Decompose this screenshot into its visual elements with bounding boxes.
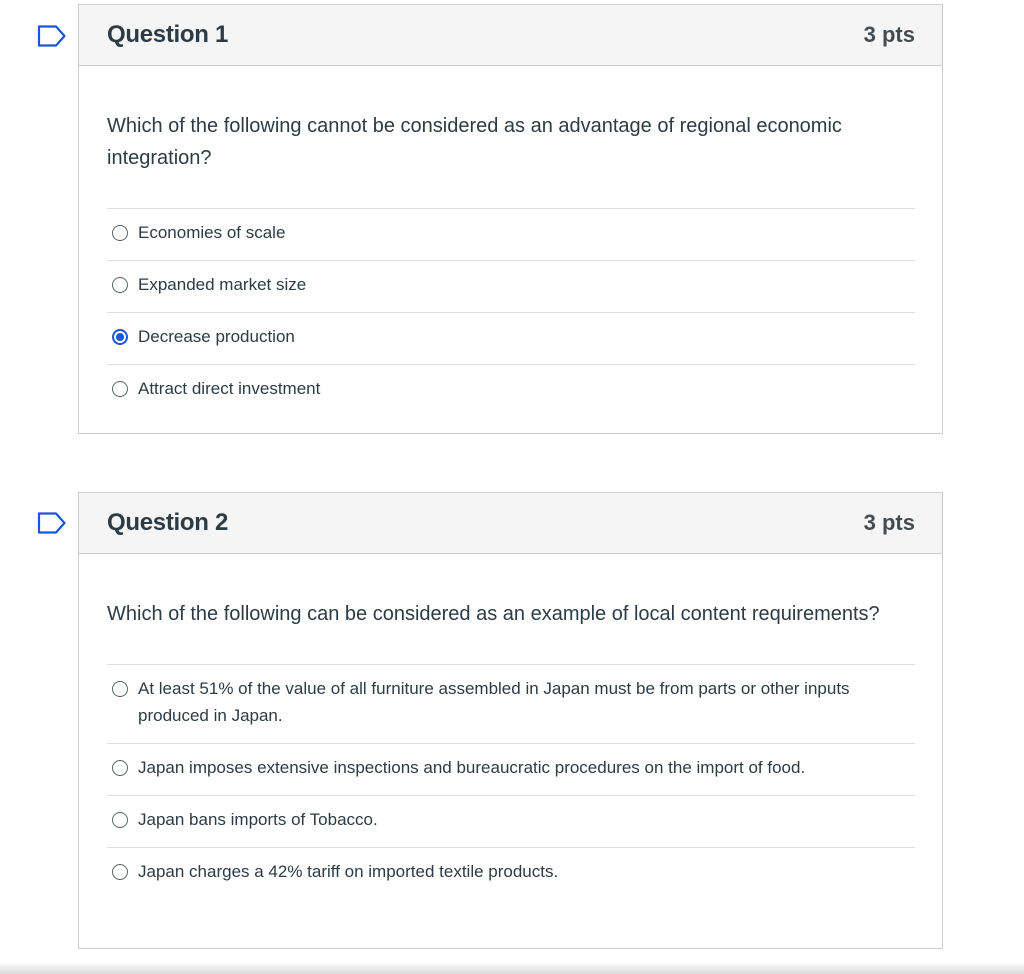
answer-option[interactable]: [107, 209, 915, 261]
answer-option[interactable]: [107, 261, 915, 313]
question-card-2: [78, 492, 943, 949]
question-text: Which of the following cannot be considered as an advantage of regional economic integration?: [107, 115, 842, 169]
answer-option-selected[interactable]: [107, 313, 915, 365]
answer-list: [107, 208, 915, 416]
answer-option[interactable]: [107, 744, 915, 796]
question-header: [79, 5, 942, 66]
answer-option[interactable]: [107, 796, 915, 848]
question-points: 3 pts: [863, 22, 915, 47]
radio-button-selected[interactable]: [112, 329, 128, 345]
answer-label[interactable]: At least 51% of the value of all furniture assembled in Japan must be from parts or other inputs produced in Japan.: [138, 679, 850, 725]
window-bottom-edge: [0, 962, 1024, 974]
radio-button[interactable]: [112, 864, 128, 880]
answer-list: [107, 664, 915, 899]
answer-label[interactable]: Decrease production: [138, 327, 295, 346]
radio-button[interactable]: [112, 381, 128, 397]
question-body: [79, 554, 942, 899]
radio-button[interactable]: [112, 277, 128, 293]
radio-button[interactable]: [112, 225, 128, 241]
answer-label[interactable]: Economies of scale: [138, 223, 286, 242]
question-card-1: [78, 4, 943, 434]
answer-option[interactable]: [107, 848, 915, 899]
answer-label[interactable]: Japan charges a 42% tariff on imported textile products.: [138, 862, 559, 881]
question-body: [79, 66, 942, 416]
flag-question-icon[interactable]: [37, 25, 67, 47]
answer-option[interactable]: [107, 365, 915, 416]
radio-button[interactable]: [112, 760, 128, 776]
question-text: Which of the following can be considered as an example of local content requirements?: [107, 603, 880, 625]
question-points: 3 pts: [863, 510, 915, 535]
radio-button[interactable]: [112, 681, 128, 697]
answer-label[interactable]: Japan bans imports of Tobacco.: [138, 810, 378, 829]
question-header: [79, 493, 942, 554]
question-title: Question 2: [107, 509, 229, 536]
radio-button[interactable]: [112, 812, 128, 828]
answer-label[interactable]: Japan imposes extensive inspections and bureaucratic procedures on the import of food.: [138, 758, 806, 777]
answer-option[interactable]: [107, 665, 915, 744]
question-title: Question 1: [107, 21, 229, 48]
answer-label[interactable]: Attract direct investment: [138, 379, 321, 398]
flag-question-icon[interactable]: [37, 512, 67, 534]
answer-label[interactable]: Expanded market size: [138, 275, 307, 294]
